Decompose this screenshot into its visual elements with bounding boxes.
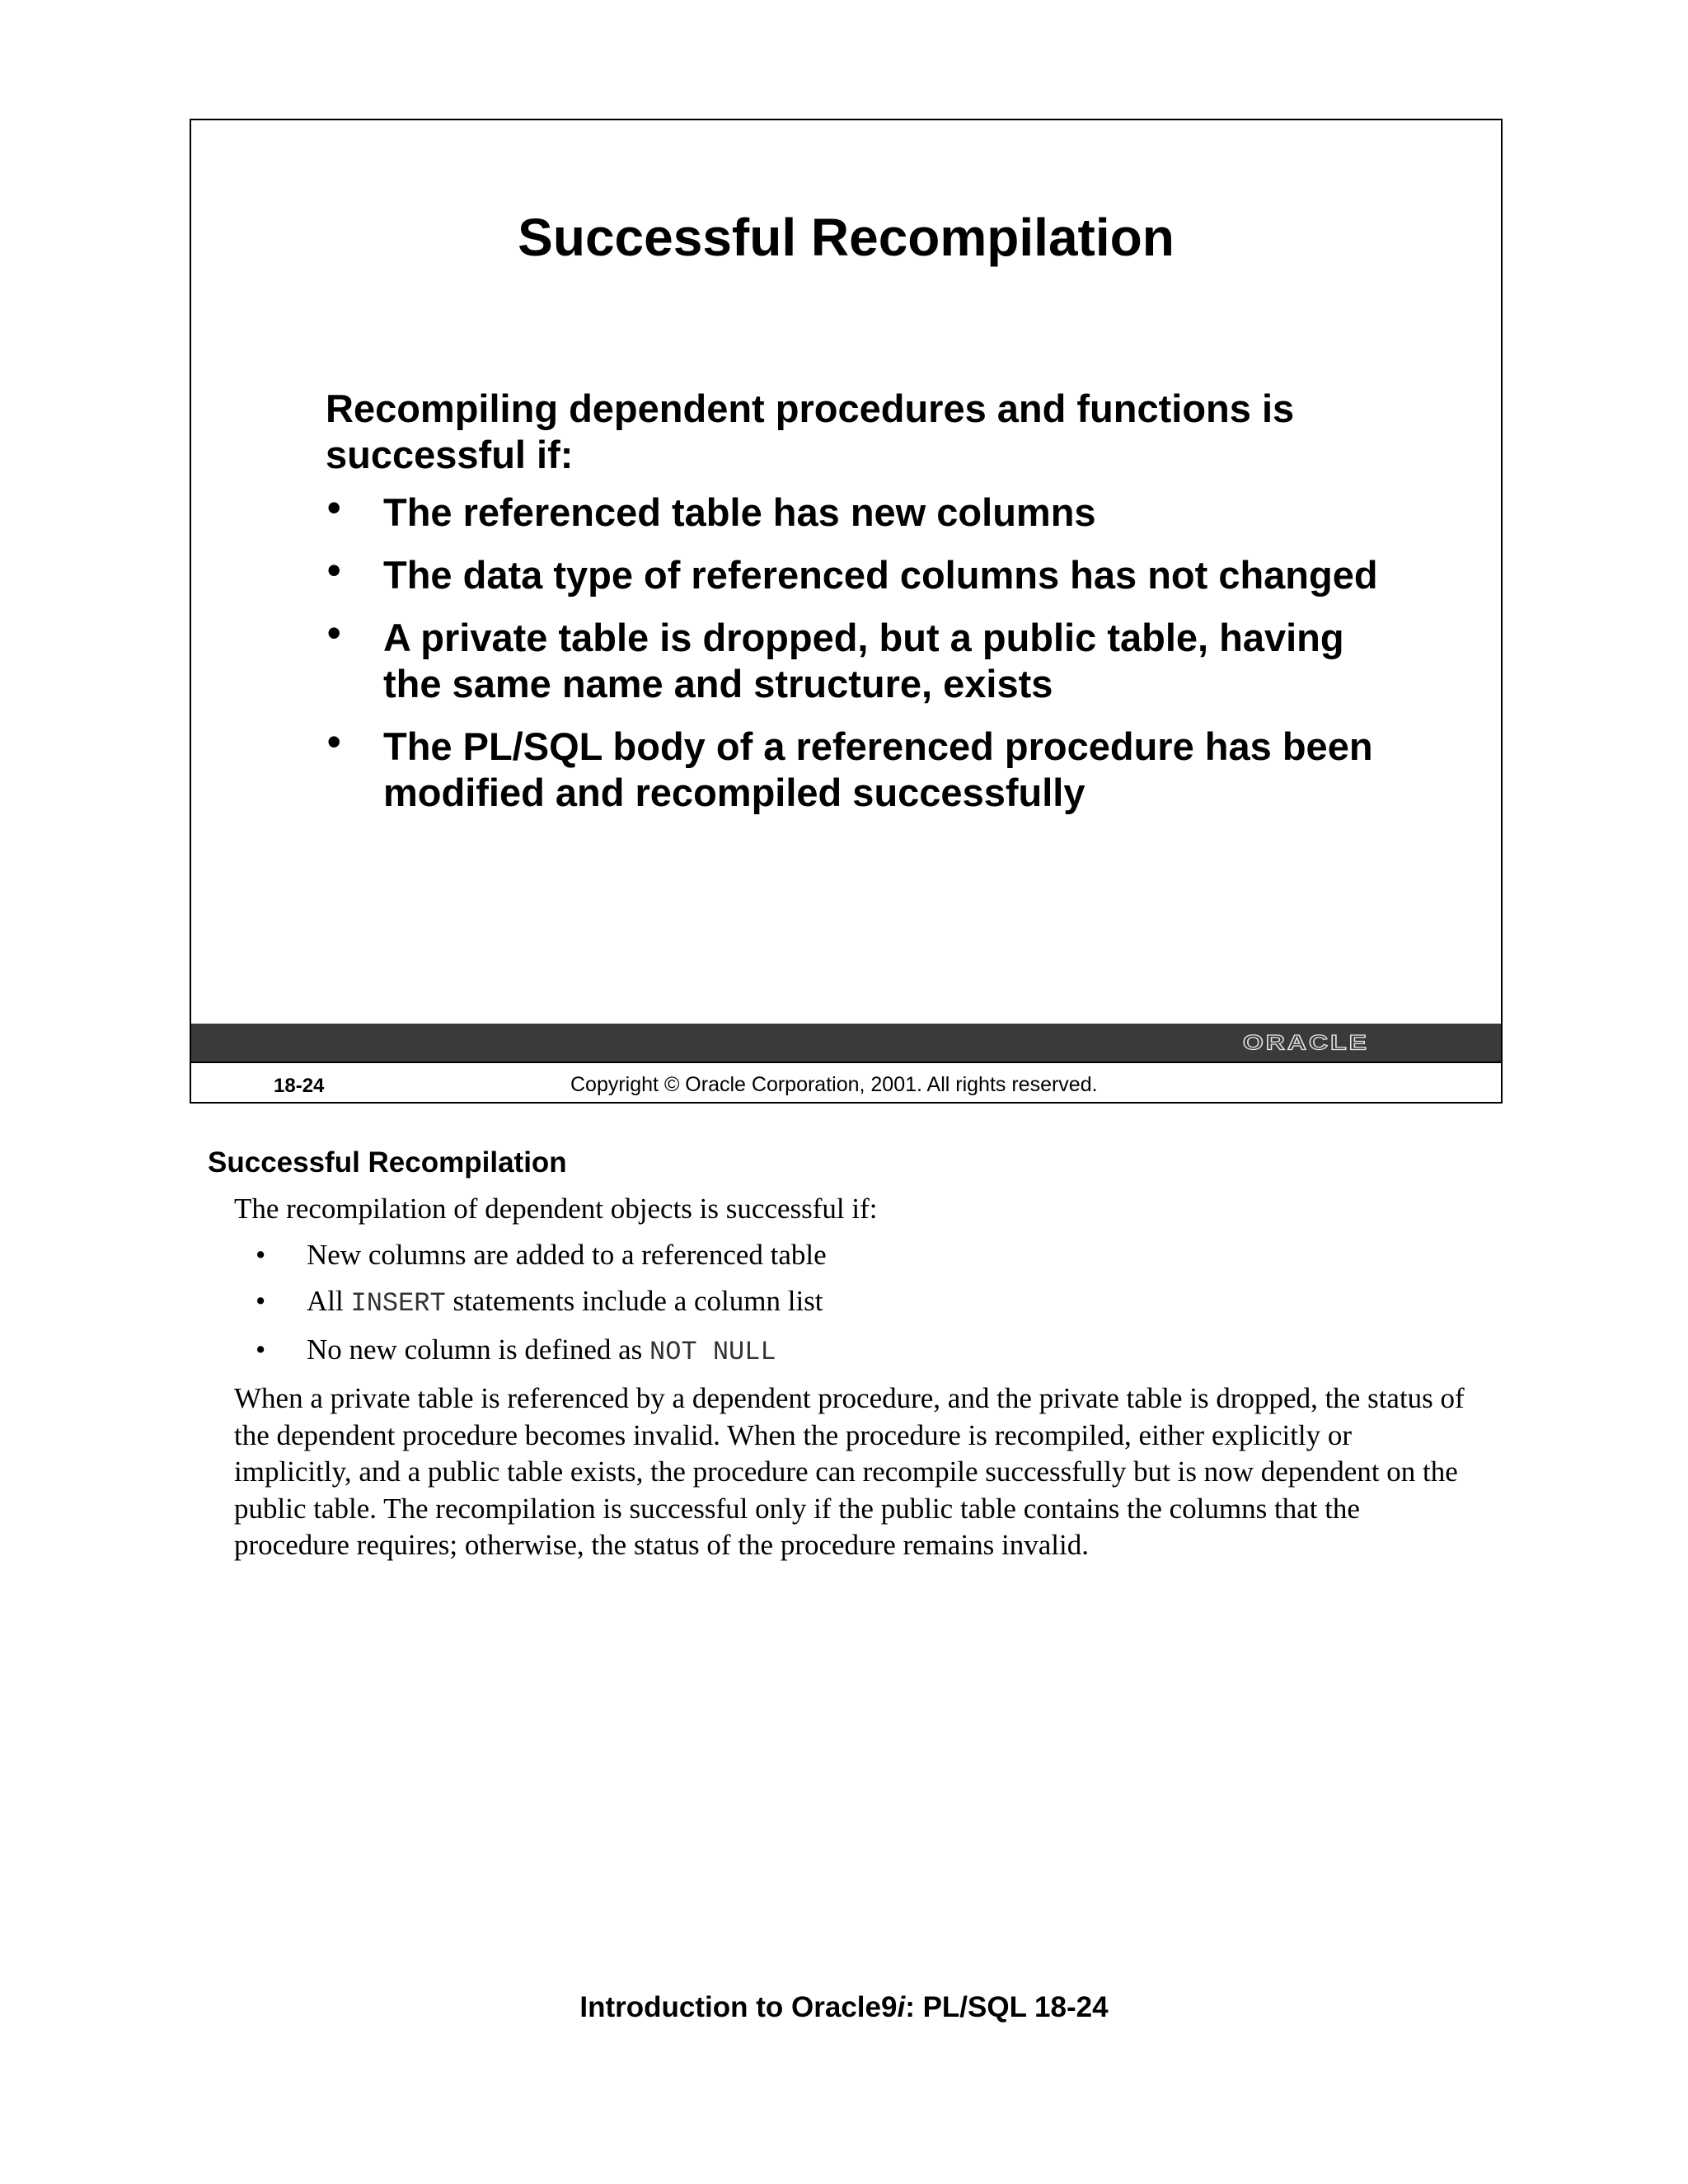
notes-item-text: No new column is defined as [307, 1333, 650, 1366]
footer-italic: i [897, 1991, 906, 2023]
bullet-icon: • [256, 1239, 266, 1271]
notes-list-item [234, 1283, 1470, 1322]
bullet-icon: • [327, 548, 341, 592]
footer-suffix: : PL/SQL 18-24 [905, 1991, 1109, 2023]
notes-heading: Successful Recompilation [208, 1146, 567, 1179]
oracle-logo: ORACLE [1242, 1030, 1369, 1055]
bullet-icon: • [327, 719, 341, 763]
bullet-icon: • [327, 611, 341, 654]
bullet-icon: • [256, 1285, 266, 1317]
slide-footer [191, 1062, 1501, 1104]
slide-copyright: Copyright © Oracle Corporation, 2001. All rights reserved. [570, 1073, 1098, 1096]
slide-bullet-text: The data type of referenced columns has not changed [383, 553, 1378, 597]
notes-body [234, 1191, 1470, 1564]
slide-number: 18-24 [274, 1075, 325, 1097]
slide-bullet [326, 611, 1397, 707]
page-footer [0, 1991, 1688, 2024]
footer-prefix: Introduction to Oracle9 [579, 1991, 898, 2023]
slide-bullet [326, 485, 1397, 536]
notes-list [234, 1237, 1470, 1371]
bullet-icon: • [256, 1333, 266, 1366]
notes-item-text: statements include a column list [445, 1285, 823, 1317]
slide-intro: Recompiling dependent procedures and functions is successful if: [326, 387, 1295, 476]
notes-paragraph: When a private table is referenced by a dependent procedure, and the private table is dropped, the status of the dependent procedure becomes invalid. When the procedure is recompiled, either explicitly or implicitly, and a public table exists, the procedure can recompile successfully but is now dependent on the public table. The recompilation is successful only if the public table contains the columns that the procedure requires; otherwise, the status of the procedure remains invalid. [234, 1382, 1465, 1561]
slide-bullet [326, 548, 1397, 598]
slide-frame [190, 119, 1503, 1104]
code-keyword: NOT NULL [649, 1337, 776, 1367]
bullet-icon: • [327, 485, 341, 529]
slide-bullet-text: The referenced table has new columns [383, 490, 1096, 534]
slide-bullet-list [326, 485, 1397, 832]
notes-item-text: New columns are added to a referenced table [307, 1239, 827, 1271]
slide-brand-bar [191, 1024, 1501, 1062]
notes-list-item [234, 1237, 1470, 1273]
slide-title: Successful Recompilation [518, 208, 1175, 267]
slide-bullet-text: The PL/SQL body of a referenced procedure has been modified and recompiled successfully [383, 724, 1373, 814]
code-keyword: INSERT [350, 1288, 446, 1319]
notes-list-item [234, 1332, 1470, 1371]
slide-bullet-text: A private table is dropped, but a public table, having the same name and structure, exists [383, 616, 1344, 705]
slide-bullet [326, 719, 1397, 816]
notes-item-text: All [307, 1285, 351, 1317]
notes-intro: The recompilation of dependent objects is successful if: [234, 1193, 878, 1225]
